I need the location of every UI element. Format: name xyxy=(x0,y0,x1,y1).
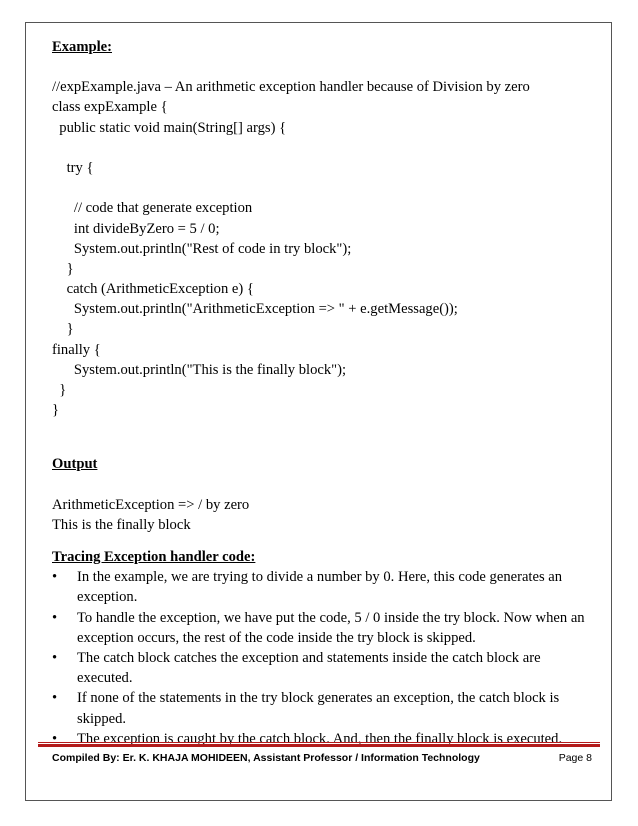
code-line: public static void main(String[] args) { xyxy=(52,119,287,136)
bullet-icon: • xyxy=(52,730,58,747)
code-line: System.out.println("ArithmeticException => " + e.getMessage()); xyxy=(52,301,458,318)
output-line: This is the finally block xyxy=(52,516,191,533)
code-block xyxy=(52,77,592,420)
page-number: Page 8 xyxy=(558,752,592,764)
code-line: System.out.println("This is the finally block"); xyxy=(52,361,347,378)
tracing-list xyxy=(52,567,592,749)
code-line xyxy=(52,138,592,158)
code-line: catch (ArithmeticException e) { xyxy=(52,281,254,298)
code-line: } xyxy=(52,321,74,338)
list-item xyxy=(52,648,592,688)
footer-credit: Compiled By: Er. K. KHAJA MOHIDEEN, Assistant Professor / Information Technology xyxy=(52,752,480,764)
list-item xyxy=(52,567,592,607)
code-line: try { xyxy=(52,159,94,176)
code-line: } xyxy=(52,402,60,419)
code-line: class expExample { xyxy=(52,99,168,116)
output-line: ArithmeticException => / by zero xyxy=(52,496,250,513)
list-item xyxy=(52,688,592,728)
bullet-icon: • xyxy=(52,609,58,626)
list-item xyxy=(52,608,592,648)
code-line: } xyxy=(52,382,67,399)
list-item-text: The exception is caught by the catch block. And, then the finally block is executed. xyxy=(77,730,563,747)
code-line: finally { xyxy=(52,341,101,358)
bullet-icon: • xyxy=(52,690,58,707)
list-item-text: To handle the exception, we have put the code, 5 / 0 inside the try block. Now when an exception occurs, the rest of the code inside the try block is skipped. xyxy=(77,609,585,646)
page-content xyxy=(52,37,592,749)
code-line xyxy=(52,178,592,198)
bullet-icon: • xyxy=(52,569,58,586)
tracing-heading: Tracing Exception handler code: xyxy=(52,548,256,565)
output-block xyxy=(52,495,592,535)
output-heading: Output xyxy=(52,456,98,473)
code-line: } xyxy=(52,260,74,277)
footer-rule xyxy=(38,742,600,747)
bullet-icon: • xyxy=(52,649,58,666)
code-line: // code that generate exception xyxy=(52,200,253,217)
list-item-text: In the example, we are trying to divide a number by 0. Here, this code generates an exception. xyxy=(77,569,563,606)
list-item-text: If none of the statements in the try block generates an exception, the catch block is skipped. xyxy=(77,690,560,727)
code-line: int divideByZero = 5 / 0; xyxy=(52,220,220,237)
code-line: //expExample.java – An arithmetic exception handler because of Division by zero xyxy=(52,79,530,96)
example-heading: Example: xyxy=(52,39,112,55)
list-item-text: The catch block catches the exception and statements inside the catch block are executed. xyxy=(77,649,541,687)
code-line: System.out.println("Rest of code in try block"); xyxy=(52,240,352,257)
footer xyxy=(52,752,592,764)
